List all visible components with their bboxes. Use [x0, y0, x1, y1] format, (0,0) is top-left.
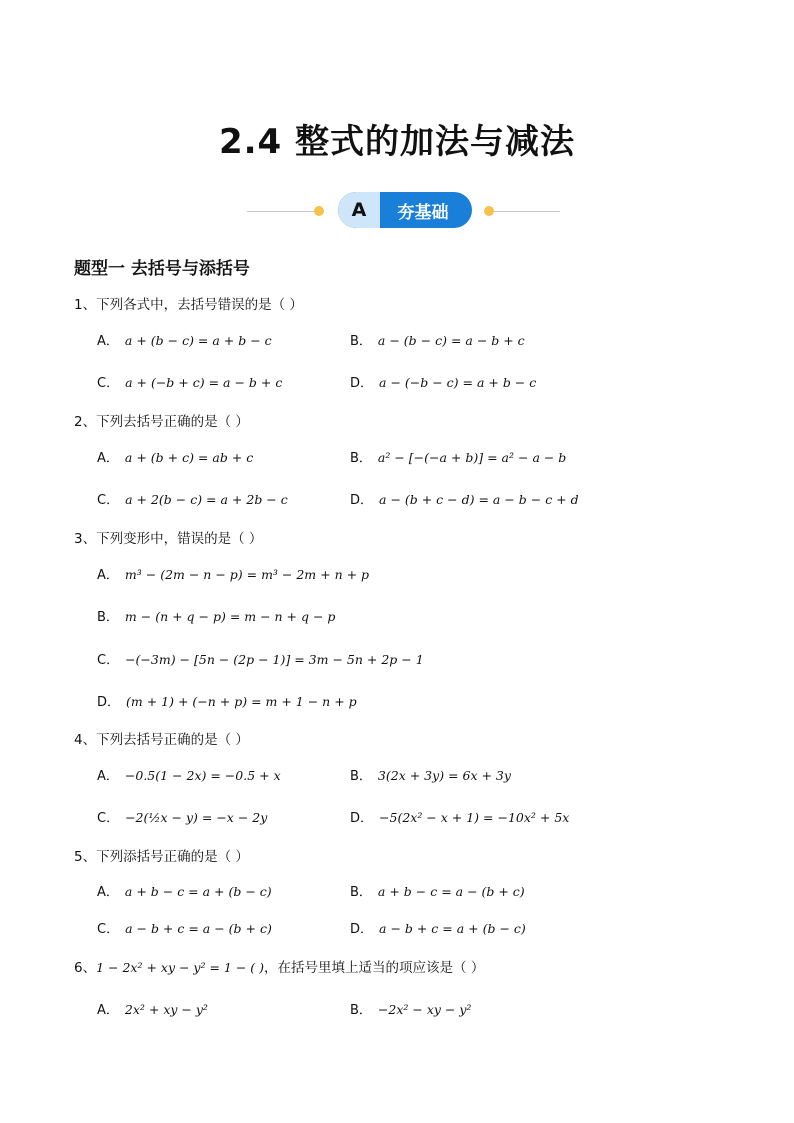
option-label: B． [350, 334, 372, 349]
option-expression: a + (b + c) = ab + c [124, 450, 254, 465]
option-expression: −0.5(1 − 2x) = −0.5 + x [124, 768, 281, 783]
option-expression: a − b + c = a + (b − c) [379, 921, 526, 936]
badge-text: 夯基础 [397, 202, 449, 223]
badge-left-line [247, 211, 315, 212]
option-expression: a − b + c = a − (b + c) [125, 921, 272, 936]
question-1-option-c [97, 372, 282, 391]
option-expression: −2(½x − y) = −x − 2y [125, 810, 268, 825]
option-expression: −5(2x² − x + 1) = −10x² + 5x [379, 810, 570, 825]
question-5-option-a [97, 881, 272, 900]
question-4-option-b [350, 765, 511, 784]
option-label: C． [97, 922, 120, 937]
option-expression: −(−3m) − [5n − (2p − 1)] = 3m − 5n + 2p − 1 [125, 652, 424, 667]
option-label: B． [97, 610, 119, 625]
option-label: D． [350, 922, 374, 937]
question-2-stem: 2、下列去括号正确的是（ ） [74, 414, 249, 430]
level-badge [338, 192, 472, 228]
question-3-option-a [97, 564, 369, 583]
badge-right-dot [484, 206, 494, 216]
question-1-option-b [350, 330, 525, 349]
question-1-option-d [350, 372, 536, 391]
option-expression: a − (b + c − d) = a − b − c + d [379, 492, 579, 507]
question-5-option-d [350, 918, 526, 937]
option-label: A． [97, 1003, 119, 1018]
option-expression: a + b − c = a + (b − c) [124, 884, 272, 899]
option-label: B． [350, 769, 372, 784]
badge-letter: A [338, 192, 380, 228]
question-4-stem: 4、下列去括号正确的是（ ） [74, 732, 249, 748]
page-title: 2.4 整式的加法与减法 [218, 122, 576, 162]
option-label: A． [97, 885, 119, 900]
question-5-option-c [97, 918, 272, 937]
option-label: D． [350, 811, 374, 826]
option-expression: m³ − (2m − n − p) = m³ − 2m + n + p [124, 567, 370, 582]
option-label: D． [97, 695, 121, 710]
option-label: D． [350, 493, 374, 508]
option-label: C． [97, 653, 120, 668]
option-expression: 3(2x + 3y) = 6x + 3y [377, 768, 511, 783]
question-5-option-b [350, 881, 525, 900]
question-2-option-c [97, 489, 288, 508]
badge-right-line [494, 211, 560, 212]
option-label: A． [97, 568, 119, 583]
option-expression: a + b − c = a − (b + c) [377, 884, 525, 899]
option-expression: a − (b − c) = a − b + c [377, 333, 525, 348]
question-6-number: 6、 [74, 960, 97, 976]
option-label: C． [97, 811, 120, 826]
option-label: A． [97, 334, 119, 349]
option-expression: a² − [−(−a + b)] = a² − a − b [377, 450, 567, 465]
question-3-option-d [97, 691, 357, 710]
question-2-option-a [97, 447, 253, 466]
question-1-option-a [97, 330, 272, 349]
question-6-expression: 1 − 2x² + xy − y² = 1 − ( ) [96, 960, 265, 975]
question-6-option-b [350, 999, 471, 1018]
question-4-option-a [97, 765, 281, 784]
option-expression: m − (n + q − p) = m − n + q − p [124, 609, 336, 624]
question-4-option-c [97, 807, 267, 826]
option-expression: a + (b − c) = a + b − c [124, 333, 272, 348]
question-3-option-c [97, 649, 424, 668]
option-label: D． [350, 376, 374, 391]
option-label: A． [97, 769, 119, 784]
option-expression: a + (−b + c) = a − b + c [125, 375, 283, 390]
question-6-text: ，在括号里填上适当的项应该是（ ） [264, 960, 485, 976]
option-label: A． [97, 451, 119, 466]
option-label: C． [97, 493, 120, 508]
question-6-stem [74, 956, 484, 976]
option-expression: (m + 1) + (−n + p) = m + 1 − n + p [126, 694, 357, 709]
badge-left-dot [314, 206, 324, 216]
option-expression: −2x² − xy − y² [377, 1002, 472, 1017]
section-title: 题型一 去括号与添括号 [74, 259, 250, 279]
option-label: B． [350, 1003, 372, 1018]
question-3-option-b [97, 606, 335, 625]
option-label: B． [350, 451, 372, 466]
question-5-stem: 5、下列添括号正确的是（ ） [74, 849, 249, 865]
option-label: C． [97, 376, 120, 391]
option-expression: 2x² + xy − y² [124, 1002, 208, 1017]
question-6-option-a [97, 999, 208, 1018]
question-2-option-b [350, 447, 566, 466]
question-2-option-d [350, 489, 579, 508]
option-expression: a + 2(b − c) = a + 2b − c [125, 492, 288, 507]
option-label: B． [350, 885, 372, 900]
option-expression: a − (−b − c) = a + b − c [379, 375, 537, 390]
question-4-option-d [350, 807, 569, 826]
question-1-stem: 1、下列各式中，去括号错误的是（ ） [74, 297, 303, 313]
question-3-stem: 3、下列变形中，错误的是（ ） [74, 531, 263, 547]
section-badge [0, 190, 794, 230]
